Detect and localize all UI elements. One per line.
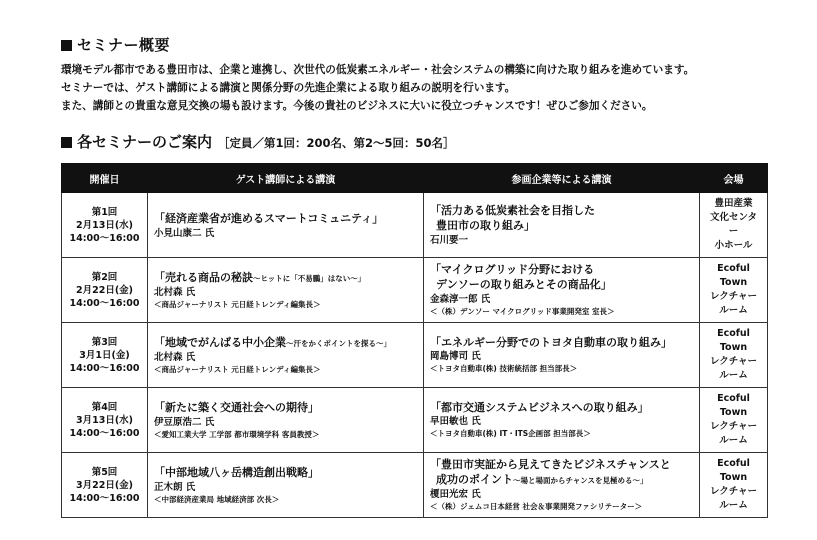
overview-line: 環境モデル都市である豊田市は、企業と連携し、次世代の低炭素エネルギー・社会システムの構築に向けた取り組みを進めています。	[61, 64, 695, 76]
venue-cell	[700, 388, 768, 453]
company-cell	[424, 193, 700, 258]
guest-speaker: 北村森 氏	[154, 351, 196, 363]
venue-cell	[700, 258, 768, 323]
guest-title-sub: 〜ヒットに「不易鵬」はない〜」	[253, 273, 366, 283]
guest-affiliation: ＜愛知工業大学 工学部 都市環境学科 客員教授＞	[154, 429, 320, 439]
guest-cell	[148, 193, 424, 258]
guide-heading	[61, 131, 455, 152]
session-date: 3月1日(金)	[79, 349, 130, 361]
company-title-line2	[430, 277, 693, 293]
company-speaker: 金森淳一郎 氏	[430, 294, 491, 305]
guest-title-text: 「地域でがんばる中小企業	[154, 335, 286, 349]
guest-title	[154, 211, 417, 227]
overview-text	[61, 61, 801, 115]
company-title: 「都市交通システムビジネスへの取り組み」	[430, 401, 649, 414]
guest-speaker: 北村森 氏	[154, 286, 196, 298]
venue-line: Ecoful Town	[717, 263, 750, 288]
guide-heading-text: 各セミナーのご案内	[77, 133, 213, 151]
company-affiliation: ＜トヨタ自動車(株) IT・ITS企画部 担当部長＞	[430, 429, 591, 438]
company-affiliation: ＜（株）ジェムコ日本経営 社会＆事業開発ファシリテーター＞	[430, 502, 643, 511]
venue-line: 豊田産業	[714, 198, 753, 209]
seminar-table	[61, 163, 768, 518]
session-number: 第5回	[91, 466, 118, 478]
square-bullet-icon	[61, 40, 72, 51]
session-number: 第2回	[91, 271, 118, 283]
company-title-text: デンソーの取り組みとその商品化」	[436, 278, 612, 291]
company-cell	[424, 323, 700, 388]
guest-affiliation: ＜中部経済産業局 地域経済部 次長＞	[154, 494, 280, 504]
session-number: 第4回	[91, 401, 118, 413]
guest-speaker: 正木朗 氏	[154, 481, 196, 493]
guest-affiliation: ＜商品ジャーナリスト 元日経トレンディ編集長＞	[154, 299, 321, 309]
table-row	[62, 323, 768, 388]
venue-cell	[700, 193, 768, 258]
overview-heading	[61, 34, 170, 55]
square-bullet-icon	[61, 137, 72, 148]
guest-title-text: 「経済産業省が進めるスマートコミュニティ」	[154, 211, 384, 225]
venue-line: レクチャー	[709, 486, 758, 497]
capacity-note: ［定員／第1回：200名、第2〜5回：50名］	[218, 136, 455, 150]
guest-speaker: 伊豆原浩二 氏	[154, 416, 215, 428]
date-cell	[62, 258, 148, 323]
table-row	[62, 388, 768, 453]
overview-line: また、講師との貴重な意見交換の場も設けます。今後の貴社のビジネスに大いに役立つチャンスです！ぜひご参加ください。	[61, 100, 653, 112]
date-cell	[62, 193, 148, 258]
overview-line: セミナーでは、ゲスト講師による講演と関係分野の先進企業による取り組みの説明を行います。	[61, 82, 516, 94]
venue-line: レクチャー	[709, 356, 758, 367]
company-speaker: 榎田光宏 氏	[430, 489, 481, 500]
session-date: 2月22日(金)	[75, 284, 133, 296]
company-title-line2	[430, 218, 693, 234]
company-title-text: 成功のポイント	[436, 473, 513, 486]
venue-cell	[700, 453, 768, 518]
company-speaker: 早田敏也 氏	[430, 416, 481, 427]
company-speaker: 石川要一	[430, 235, 469, 246]
guest-title	[154, 465, 417, 481]
date-cell	[62, 323, 148, 388]
session-date: 3月22日(金)	[75, 479, 133, 491]
company-title: 「豊田市実証から見えてきたビジネスチャンスと	[430, 458, 671, 471]
table-row	[62, 453, 768, 518]
table-row	[62, 193, 768, 258]
header-guest-lecture: ゲスト講師による講演	[148, 164, 424, 193]
session-date: 2月13日(水)	[75, 219, 133, 231]
company-title: 「活力ある低炭素社会を目指した	[430, 204, 595, 217]
venue-line: ルーム	[719, 305, 748, 316]
overview-heading-text: セミナー概要	[77, 36, 171, 54]
guest-cell	[148, 258, 424, 323]
session-number: 第1回	[91, 206, 118, 218]
date-cell	[62, 453, 148, 518]
venue-line: 文化センター	[709, 212, 758, 237]
venue-line: ルーム	[719, 435, 748, 446]
company-speaker: 岡島博司 氏	[430, 351, 481, 362]
guest-title	[154, 335, 417, 351]
header-venue: 会場	[700, 164, 768, 193]
venue-line: Ecoful Town	[717, 458, 750, 483]
guest-cell	[148, 453, 424, 518]
venue-line: レクチャー	[709, 421, 758, 432]
guest-title-text: 「新たに築く交通社会への期待」	[154, 400, 319, 414]
session-time: 14:00〜16:00	[69, 297, 140, 309]
date-cell	[62, 388, 148, 453]
company-title-line2	[430, 472, 693, 488]
session-time: 14:00〜16:00	[69, 492, 140, 504]
company-cell	[424, 453, 700, 518]
venue-line: レクチャー	[709, 291, 758, 302]
company-title: 「マイクログリッド分野における	[430, 263, 595, 276]
header-company-lecture: 参画企業等による講演	[424, 164, 700, 193]
table-header-row	[62, 164, 768, 193]
guest-title-text: 「売れる商品の秘訣	[154, 270, 253, 284]
company-affiliation: ＜（株）デンソー マイクログリッド事業開発室 室長＞	[430, 307, 615, 316]
guest-title-text: 「中部地域八ヶ岳構造創出戦略」	[154, 465, 319, 479]
venue-line: ルーム	[719, 370, 748, 381]
venue-cell	[700, 323, 768, 388]
session-number: 第3回	[91, 336, 118, 348]
guest-title-sub: 〜汗をかくポイントを探る〜」	[286, 338, 391, 348]
venue-line: ルーム	[719, 500, 748, 511]
guest-title	[154, 400, 417, 416]
company-cell	[424, 258, 700, 323]
session-date: 3月13日(水)	[75, 414, 133, 426]
company-title-text: 豊田市の取り組み」	[436, 219, 535, 232]
company-title: 「エネルギー分野でのトヨタ自動車の取り組み」	[430, 336, 672, 349]
guest-title	[154, 270, 417, 286]
header-date: 開催日	[62, 164, 148, 193]
session-time: 14:00〜16:00	[69, 427, 140, 439]
venue-line: Ecoful Town	[717, 328, 750, 353]
company-cell	[424, 388, 700, 453]
guest-speaker: 小見山康二 氏	[154, 227, 215, 239]
guest-cell	[148, 388, 424, 453]
guest-affiliation: ＜商品ジャーナリスト 元日経トレンディ編集長＞	[154, 364, 321, 374]
table-row	[62, 258, 768, 323]
venue-line: 小ホール	[714, 240, 753, 251]
session-time: 14:00〜16:00	[69, 362, 140, 374]
company-title-sub: 〜場と場面からチャンスを見極める〜」	[513, 476, 648, 485]
session-time: 14:00〜16:00	[69, 232, 140, 244]
guest-cell	[148, 323, 424, 388]
company-affiliation: ＜トヨタ自動車(株) 技術統括部 担当部長＞	[430, 364, 578, 373]
venue-line: Ecoful Town	[717, 393, 750, 418]
